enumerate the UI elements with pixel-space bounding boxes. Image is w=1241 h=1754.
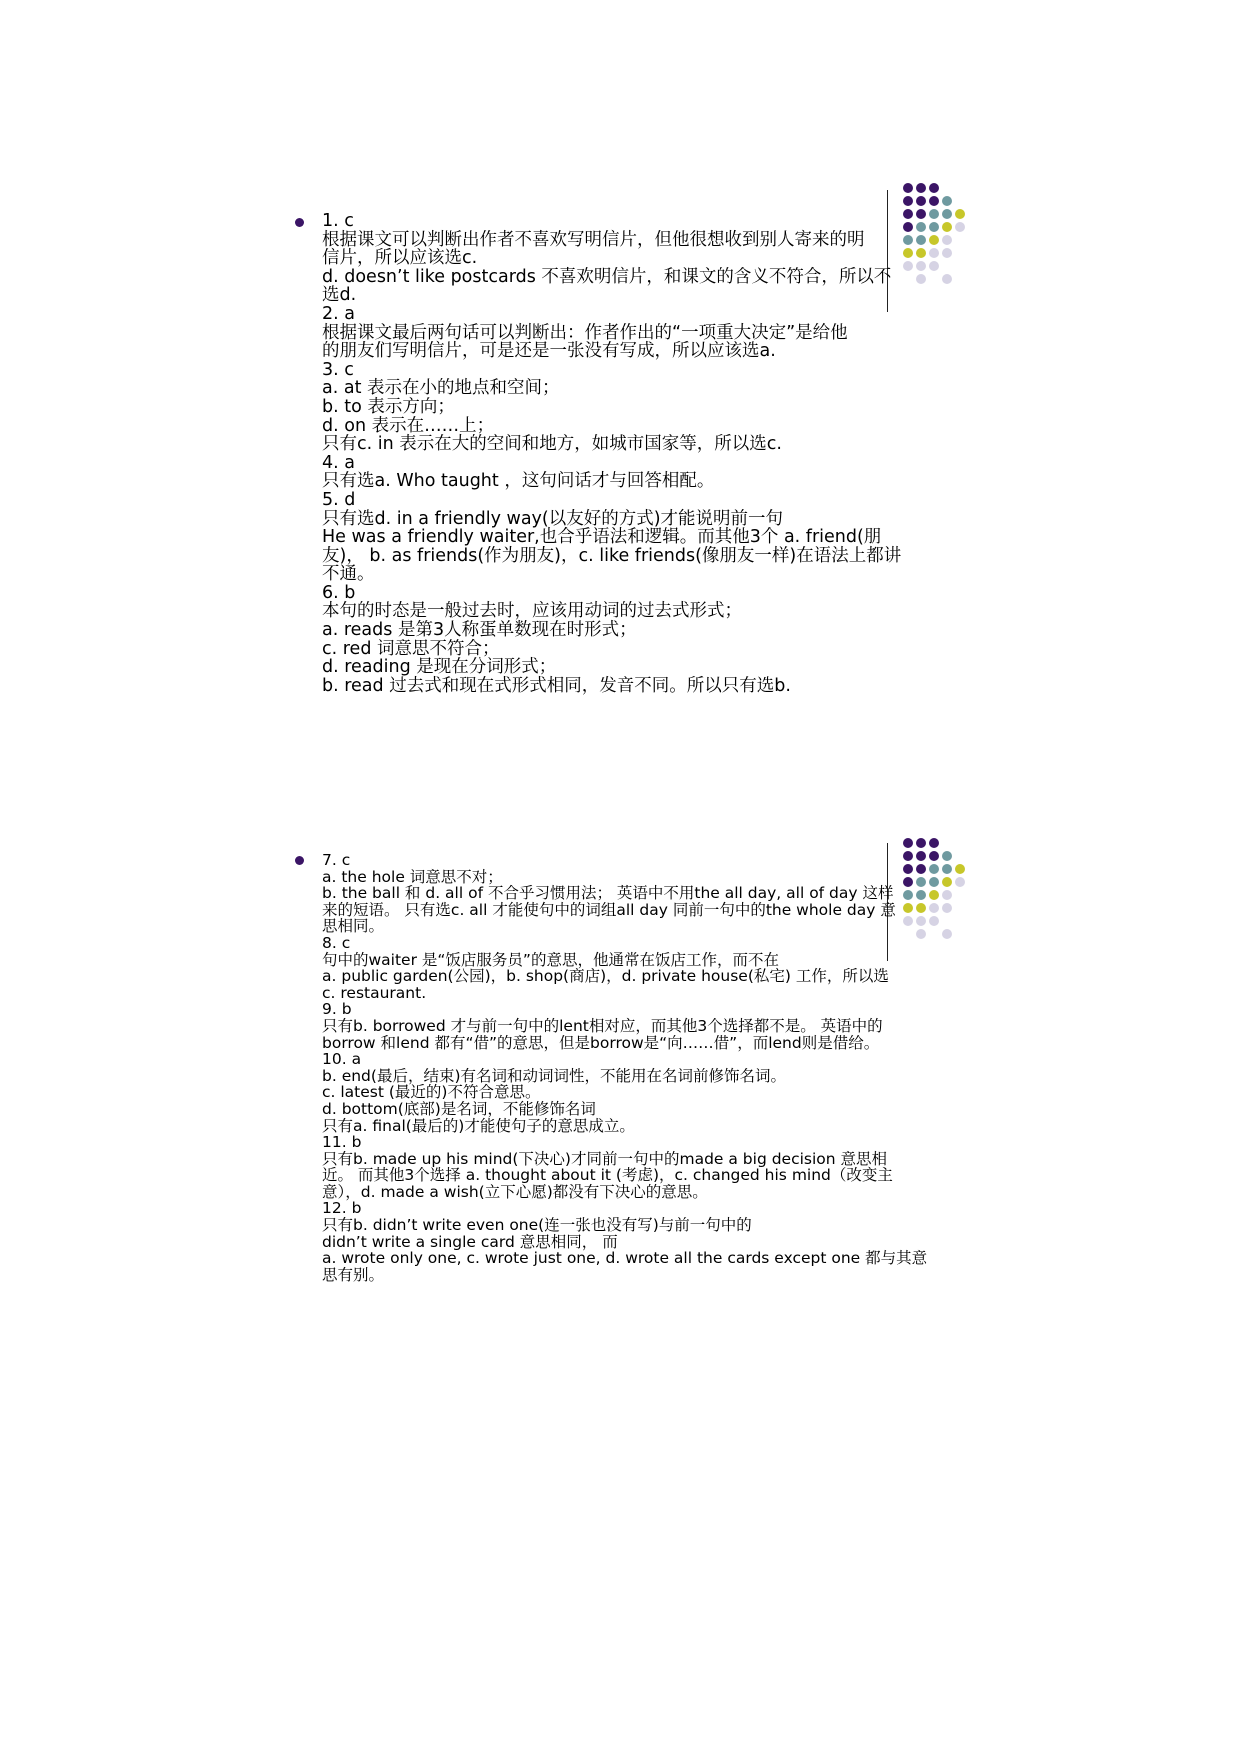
text-line: d. doesn’t like postcards 不喜欢明信片，和课文的含义不符合，所以不 xyxy=(322,266,892,287)
text-line: 只有c. in 表示在大的空间和地方，如城市国家等，所以选c. xyxy=(322,434,782,455)
text-line: 11. b xyxy=(322,1133,362,1152)
dot xyxy=(929,838,939,848)
slide-1 xyxy=(0,180,1241,740)
text-line: 的朋友们写明信片，可是还是一张没有写成，所以应该选a. xyxy=(322,341,776,362)
text-line: 只有选a. Who taught ，这句问话才与回答相配。 xyxy=(322,471,715,492)
dot xyxy=(955,864,965,874)
text-line: borrow 和lend 都有“借”的意思，但是borrow是“向……借”，而lend则是借给。 xyxy=(322,1033,880,1052)
text-line: He was a friendly waiter,也合乎语法和逻辑。而其他3个 a. friend(朋 xyxy=(322,527,882,548)
dot xyxy=(903,183,913,193)
text-line: c. red 词意思不符合； xyxy=(322,638,500,659)
text-line: didn’t write a single card 意思相同， 而 xyxy=(322,1232,618,1251)
dot xyxy=(916,838,926,848)
dot xyxy=(903,838,913,848)
text-line: 5. d xyxy=(322,489,356,510)
text-line: 只有b. didn’t write even one(连一张也没有写)与前一句中的 xyxy=(322,1216,752,1235)
text-line: d. reading 是现在分词形式； xyxy=(322,657,557,678)
text-line: c. latest (最近的)不符合意思。 xyxy=(322,1083,541,1102)
slide-2 xyxy=(0,835,1241,1395)
dot xyxy=(942,903,952,913)
text-line: 4. a xyxy=(322,452,355,473)
dot xyxy=(955,877,965,887)
dot xyxy=(942,209,952,219)
dot xyxy=(942,248,952,258)
text-line: 句中的waiter 是“饭店服务员”的意思，他通常在饭店工作，而不在 xyxy=(322,950,779,969)
text-line: 3. c xyxy=(322,359,354,380)
dot xyxy=(942,864,952,874)
text-line: b. to 表示方向； xyxy=(322,396,455,417)
dot xyxy=(942,274,952,284)
text-line: 思相同。 xyxy=(322,917,385,936)
bullet-icon xyxy=(295,218,304,227)
answer-explanations-1 xyxy=(322,212,942,695)
dot xyxy=(916,196,926,206)
text-line: 意），d. made a wish(立下心愿)都没有下决心的意思。 xyxy=(322,1182,708,1201)
text-line: 不通。 xyxy=(322,564,375,585)
text-line: a. wrote only one, c. wrote just one, d. wrote all the cards except one 都与其意 xyxy=(322,1249,928,1268)
text-line: 友)， b. as friends(作为朋友)，c. like friends(像朋友一样)在语法上都讲 xyxy=(322,545,902,566)
text-line: 本句的时态是一般过去时，应该用动词的过去式形式； xyxy=(322,601,742,622)
text-line: c. restaurant. xyxy=(322,983,427,1002)
text-line: 根据课文可以判断出作者不喜欢写明信片，但他很想收到别人寄来的明 xyxy=(322,229,865,250)
text-line: 选d. xyxy=(322,285,357,306)
dot xyxy=(929,196,939,206)
text-line: 8. c xyxy=(322,933,351,952)
text-line: a. reads 是第3人称蛋单数现在时形式； xyxy=(322,620,637,641)
dot xyxy=(942,929,952,939)
text-line: a. the hole 词意思不对； xyxy=(322,867,503,886)
text-line: 思有别。 xyxy=(322,1265,385,1284)
dot xyxy=(916,183,926,193)
text-line: 来的短语。 只有选c. all 才能使句中的词组all day 同前一句中的the whole day 意 xyxy=(322,900,896,919)
text-line: 根据课文最后两句话可以判断出：作者作出的“一项重大决定”是给他 xyxy=(322,322,848,343)
text-line: b. read 过去式和现在式形式相同，发音不同。所以只有选b. xyxy=(322,675,791,696)
bullet-icon xyxy=(295,856,304,865)
dot xyxy=(929,183,939,193)
text-line: 2. a xyxy=(322,303,355,324)
text-line: 只有b. borrowed 才与前一句中的lent相对应，而其他3个选择都不是。 英语中的 xyxy=(322,1016,883,1035)
dot xyxy=(942,851,952,861)
text-line: 近。 而其他3个选择 a. thought about it (考虑)，c. changed his mind（改变主 xyxy=(322,1166,893,1185)
answer-explanations-2 xyxy=(322,852,942,1283)
text-line: 信片，所以应该选c. xyxy=(322,248,478,269)
text-line: b. end(最后，结束)有名词和动词词性，不能用在名词前修饰名词。 xyxy=(322,1066,786,1085)
dot xyxy=(942,235,952,245)
text-line: a. at 表示在小的地点和空间； xyxy=(322,378,560,399)
text-line: 只有b. made up his mind(下决心)才同前一句中的made a big decision 意思相 xyxy=(322,1149,888,1168)
text-line: 只有选d. in a friendly way(以友好的方式)才能说明前一句 xyxy=(322,508,784,529)
text-line: 9. b xyxy=(322,1000,352,1019)
dot xyxy=(955,209,965,219)
text-line: 12. b xyxy=(322,1199,362,1218)
dot xyxy=(942,890,952,900)
text-line: 7. c xyxy=(322,851,351,869)
text-line: d. bottom(底部)是名词，不能修饰名词 xyxy=(322,1099,596,1118)
text-line: 6. b xyxy=(322,582,356,603)
text-line: d. on 表示在……上； xyxy=(322,415,495,436)
dot xyxy=(942,877,952,887)
text-line: 只有a. final(最后的)才能使句子的意思成立。 xyxy=(322,1116,635,1135)
dot xyxy=(903,196,913,206)
dot xyxy=(942,196,952,206)
text-line: 10. a xyxy=(322,1050,362,1069)
text-line: a. public garden(公园)，b. shop(商店)，d. private house(私宅) 工作，所以选 xyxy=(322,967,889,986)
dot xyxy=(942,222,952,232)
dot xyxy=(955,222,965,232)
text-line: 1. c xyxy=(322,211,354,231)
text-line: b. the ball 和 d. all of 不合乎习惯用法； 英语中不用the all day, all of day 这样 xyxy=(322,884,894,903)
